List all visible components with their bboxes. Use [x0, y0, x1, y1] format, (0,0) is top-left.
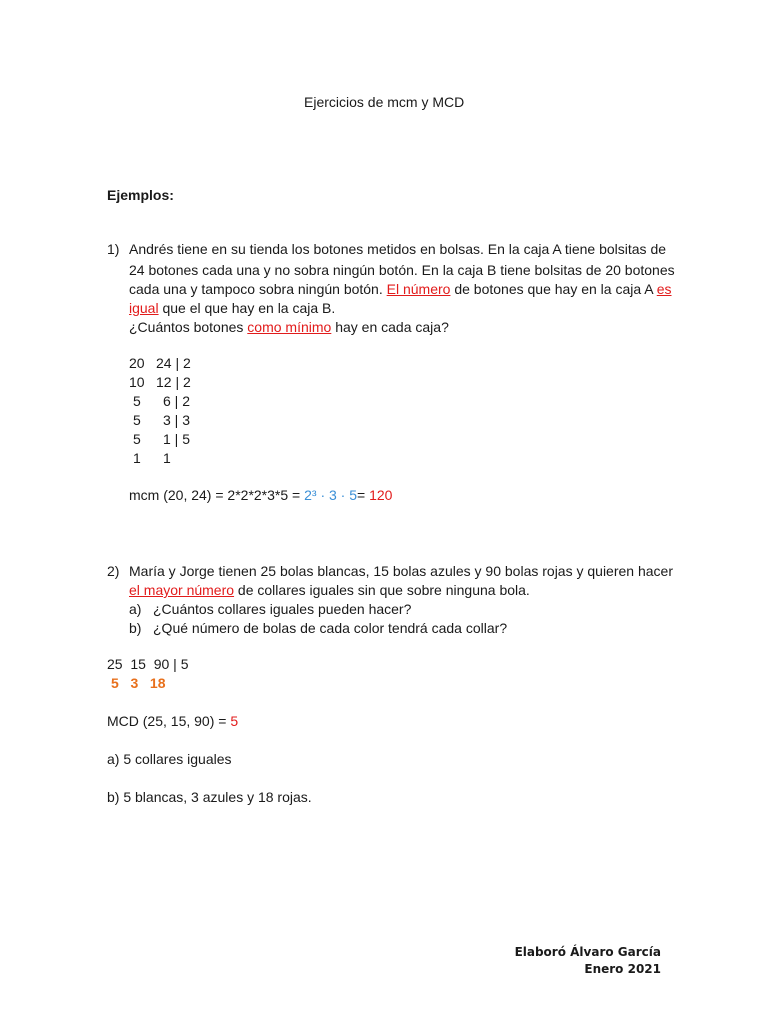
factor-row: 5 1 | 5 — [133, 431, 190, 447]
problem-2-line-1: María y Jorge tienen 25 bolas blancas, 15 bolas azules y 90 bolas rojas y quieren hacer — [129, 563, 673, 579]
problem-1-line-3 — [129, 280, 672, 299]
factor-result-2: 5 3 18 — [111, 675, 166, 691]
problem-2-line-2 — [129, 581, 530, 600]
highlight-el-numero: El número — [386, 281, 451, 297]
sub-question-a: ¿Cuántos collares iguales pueden hacer? — [153, 601, 412, 617]
problem-1-question — [129, 318, 449, 337]
highlight-como-minimo: como mínimo — [247, 319, 332, 335]
sub-question-a-label: a) — [129, 601, 142, 617]
answer-a: a) 5 collares iguales — [107, 751, 232, 767]
problem-2-number: 2) — [107, 563, 120, 579]
factor-row: 5 3 | 3 — [133, 412, 190, 428]
mcm-expression: mcm (20, 24) = 2*2*2*3*5 = — [129, 487, 305, 503]
problem-1-line-4-b: que el que hay en la caja B. — [158, 300, 336, 316]
highlight-igual: igual — [129, 300, 159, 316]
problem-1-number: 1) — [107, 241, 120, 257]
mcd-result — [107, 712, 238, 731]
problem-1-question-b: hay en cada caja? — [331, 319, 449, 335]
problem-2-line-2-b: de collares iguales sin que sobre ninguna bola. — [234, 582, 530, 598]
sub-question-b-label: b) — [129, 620, 142, 636]
examples-heading: Ejemplos: — [107, 187, 174, 203]
mcd-expression: MCD (25, 15, 90) = — [107, 713, 231, 729]
signature-author: Elaboró Álvaro García — [514, 945, 661, 959]
answer-b: b) 5 blancas, 3 azules y 18 rojas. — [107, 789, 312, 805]
problem-1-line-1: Andrés tiene en su tienda los botones metidos en bolsas. En la caja A tiene bolsitas de — [129, 241, 667, 257]
mcm-power-form: 2³ · 3 · 5 — [304, 487, 358, 503]
mcm-equals: = — [357, 487, 370, 503]
sub-question-b: ¿Qué número de bolas de cada color tendrá cada collar? — [153, 620, 508, 636]
factor-row: 10 12 | 2 — [129, 374, 191, 390]
factor-row: 5 6 | 2 — [133, 393, 190, 409]
page-title: Ejercicios de mcm y MCD — [304, 94, 465, 110]
factor-line-2: 25 15 90 | 5 — [107, 656, 189, 672]
problem-1-line-2: 24 botones cada una y no sobra ningún botón. En la caja B tiene bolsitas de 20 botones — [129, 262, 675, 278]
factor-row: 1 1 — [133, 450, 171, 466]
problem-1-line-3-b: de botones que hay en la caja A — [450, 281, 657, 297]
problem-1-line-4 — [129, 299, 335, 318]
highlight-el-mayor-numero: el mayor número — [129, 582, 235, 598]
mcm-result — [129, 486, 392, 505]
signature-date: Enero 2021 — [584, 962, 661, 976]
mcd-value: 5 — [230, 713, 239, 729]
problem-1-question-a: ¿Cuántos botones — [129, 319, 248, 335]
highlight-es: es — [656, 281, 672, 297]
factor-row: 20 24 | 2 — [129, 355, 191, 371]
mcm-value: 120 — [369, 487, 393, 503]
problem-1-line-3-a: cada una y tampoco sobra ningún botón. — [129, 281, 387, 297]
